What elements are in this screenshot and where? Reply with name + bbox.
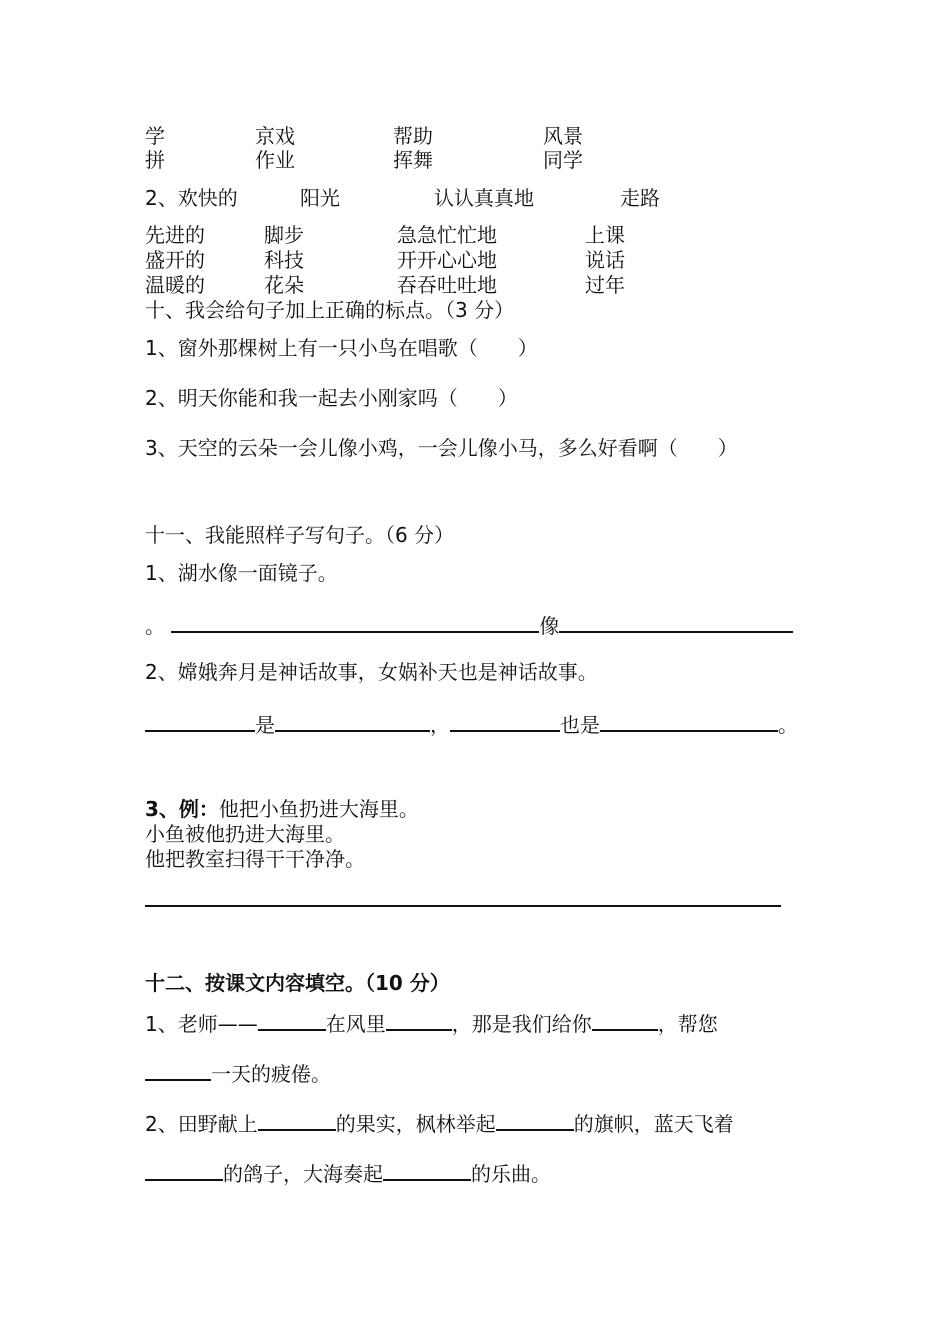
connector: 也是 — [560, 713, 600, 737]
q2-word: 2、欢快的 — [145, 186, 238, 210]
answer-blank[interactable] — [145, 1159, 223, 1181]
answer-blank[interactable] — [496, 1109, 574, 1131]
answer-blank[interactable] — [275, 710, 430, 732]
q2-word: 急急忙忙地 — [397, 223, 497, 247]
answer-blank[interactable] — [145, 1059, 211, 1081]
match-word: 拼 — [145, 148, 165, 172]
answer-blank[interactable] — [171, 611, 539, 633]
example-text: 他把小鱼扔进大海里。 — [218, 797, 419, 821]
match-word: 风景 — [543, 124, 583, 148]
q2-word: 上课 — [585, 223, 625, 247]
q2-word: 阳光 — [300, 186, 340, 210]
match-word: 挥舞 — [393, 148, 433, 172]
section10-item: 2、明天你能和我一起去小刚家吗（ ） — [145, 386, 518, 410]
section11-item3-line: 小鱼被他扔进大海里。 — [145, 822, 345, 846]
match-word: 京戏 — [255, 124, 295, 148]
section10-item: 1、窗外那棵树上有一只小鸟在唱歌（ ） — [145, 336, 538, 360]
q2-word: 花朵 — [264, 273, 304, 297]
section11-item3-example — [145, 797, 419, 821]
q2-word: 吞吞吐吐地 — [397, 273, 497, 297]
q2-word: 先进的 — [145, 223, 205, 247]
connector: 像 — [539, 614, 560, 638]
q2-word: 开开心心地 — [397, 248, 497, 272]
text: ，那是我们给你 — [451, 1012, 592, 1036]
answer-blank[interactable] — [559, 611, 793, 633]
answer-line[interactable] — [145, 905, 781, 907]
section11-item1-answer — [145, 611, 793, 638]
answer-blank[interactable] — [592, 1009, 658, 1031]
text: 的旗帜，蓝天飞着 — [573, 1112, 734, 1136]
punct: ， — [430, 713, 450, 737]
q2-word: 盛开的 — [145, 248, 205, 272]
q2-word: 说话 — [585, 248, 625, 272]
text: 一天的疲倦。 — [211, 1062, 331, 1086]
text: ，帮您 — [657, 1012, 718, 1036]
text: 1、老师—— — [145, 1012, 258, 1036]
answer-blank[interactable] — [383, 1159, 471, 1181]
punct: 。 — [778, 713, 798, 737]
answer-blank[interactable] — [600, 710, 778, 732]
q2-word: 科技 — [264, 248, 304, 272]
q2-word: 认认真真地 — [434, 186, 534, 210]
text: 2、田野献上 — [145, 1112, 258, 1136]
section12-item1 — [145, 1009, 718, 1036]
section11-item2-answer — [145, 710, 798, 737]
section11-item2: 2、嫦娥奔月是神话故事，女娲补天也是神话故事。 — [145, 660, 598, 684]
match-word: 学 — [145, 124, 165, 148]
section12-item2-cont — [145, 1159, 551, 1186]
match-word: 帮助 — [393, 124, 433, 148]
answer-blank[interactable] — [258, 1109, 336, 1131]
section10-title: 十、我会给句子加上正确的标点。（3 分） — [145, 298, 515, 322]
section11-item3-line: 他把教室扫得干干净净。 — [145, 847, 365, 871]
section12-title: 十二、按课文内容填空。（10 分） — [145, 971, 450, 995]
text: 的果实，枫林举起 — [335, 1112, 496, 1136]
q2-word: 走路 — [620, 186, 660, 210]
answer-blank[interactable] — [258, 1009, 326, 1031]
section12-item1-cont — [145, 1059, 331, 1086]
section10-item: 3、天空的云朵一会儿像小鸡，一会儿像小马，多么好看啊（ ） — [145, 436, 738, 460]
answer-blank[interactable] — [450, 710, 560, 732]
section12-item2 — [145, 1109, 734, 1136]
text: 的鸽子，大海奏起 — [223, 1162, 383, 1186]
answer-blank[interactable] — [145, 710, 255, 732]
text: 的乐曲。 — [471, 1162, 551, 1186]
section11-item1: 1、湖水像一面镜子。 — [145, 561, 338, 585]
match-word: 作业 — [255, 148, 295, 172]
q2-word: 过年 — [585, 273, 625, 297]
q2-word: 温暖的 — [145, 273, 205, 297]
section11-title: 十一、我能照样子写句子。（6 分） — [145, 523, 455, 547]
punct: 。 — [145, 614, 165, 638]
example-label: 3、例： — [145, 797, 219, 821]
answer-blank[interactable] — [386, 1009, 452, 1031]
q2-word: 脚步 — [264, 223, 304, 247]
match-word: 同学 — [543, 148, 583, 172]
text: 在风里 — [325, 1012, 386, 1036]
connector: 是 — [255, 713, 275, 737]
